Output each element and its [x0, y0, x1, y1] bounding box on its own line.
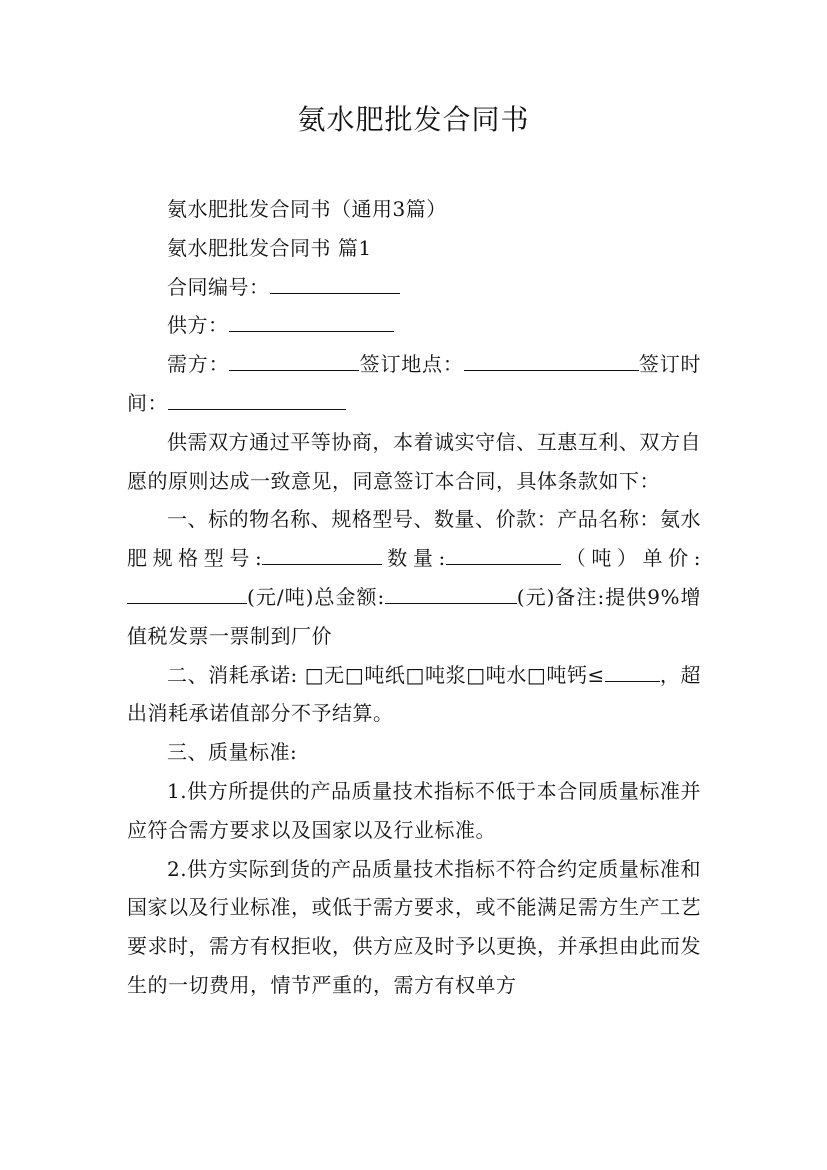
- subtitle-line: 氨水肥批发合同书（通用3篇）: [167, 197, 447, 221]
- spec-model-blank: [262, 547, 382, 565]
- total-amount-blank: [385, 586, 517, 604]
- consumption-blank: [605, 664, 660, 682]
- buyer-blank: [229, 353, 359, 371]
- quantity-label: 数量:: [382, 546, 446, 571]
- sign-time-blank: [168, 392, 346, 410]
- document-body: [127, 190, 701, 1005]
- sign-time-label: 签订时间：: [127, 352, 702, 415]
- clause-2-paragraph: [127, 656, 701, 734]
- buyer-place-time-line: [127, 345, 701, 423]
- intro-paragraph: 供需双方通过平等协商，本着诚实守信、互惠互利、双方自愿的原则达成一致意见，同意签订本合同，具体条款如下：: [127, 429, 701, 493]
- document-title: 氨水肥批发合同书: [297, 103, 530, 136]
- supplier-blank: [229, 314, 394, 332]
- total-amount-label: (元/吨)总金额:: [247, 584, 385, 609]
- chapter-line: 氨水肥批发合同书 篇1: [167, 235, 372, 260]
- unit-price-blank: [127, 586, 247, 604]
- remark-text: (元)备注:提供9%增值税发票一票制到厂价: [127, 584, 701, 648]
- buyer-label: 需方：: [167, 352, 230, 377]
- clause-3-item-1: 1.供方所提供的产品质量技术指标不低于本合同质量标准并应符合需方要求以及国家以及行业标准。: [127, 778, 701, 842]
- sign-place-label: 签订地点：: [359, 352, 464, 377]
- clause-2-tail: ，超出消耗承诺值部分不予结算。: [127, 662, 701, 726]
- unit-price-label: （吨）单价:: [560, 546, 701, 571]
- supplier-line: [127, 306, 701, 345]
- contract-number-label: 合同编号：: [167, 274, 270, 299]
- contract-number-blank: [270, 276, 400, 294]
- clause-1-paragraph: [127, 500, 701, 655]
- supplier-label: 供方：: [167, 313, 229, 338]
- clause-3-item-2: 2.供方实际到货的产品质量技术指标不符合约定质量标准和国家以及行业标准，或低于需方要求，或不能满足需方生产工艺要求时，需方有权拒收，供方应及时予以更换，并承担由此而发生的一切费用，情节严重的，需方有权单方: [127, 856, 701, 997]
- clause-3-heading: 三、质量标准:: [167, 740, 298, 765]
- clause-2-lead: 二、消耗承诺: □无□吨纸□吨浆□吨水□吨钙≤: [167, 662, 605, 687]
- contract-number-line: [127, 268, 701, 307]
- sign-place-blank: [464, 353, 639, 371]
- clause-1-lead: 一、标的物名称、规格型号、数量、价款：产品名称：氨水肥规格型号:: [127, 507, 701, 571]
- quantity-blank: [446, 547, 561, 565]
